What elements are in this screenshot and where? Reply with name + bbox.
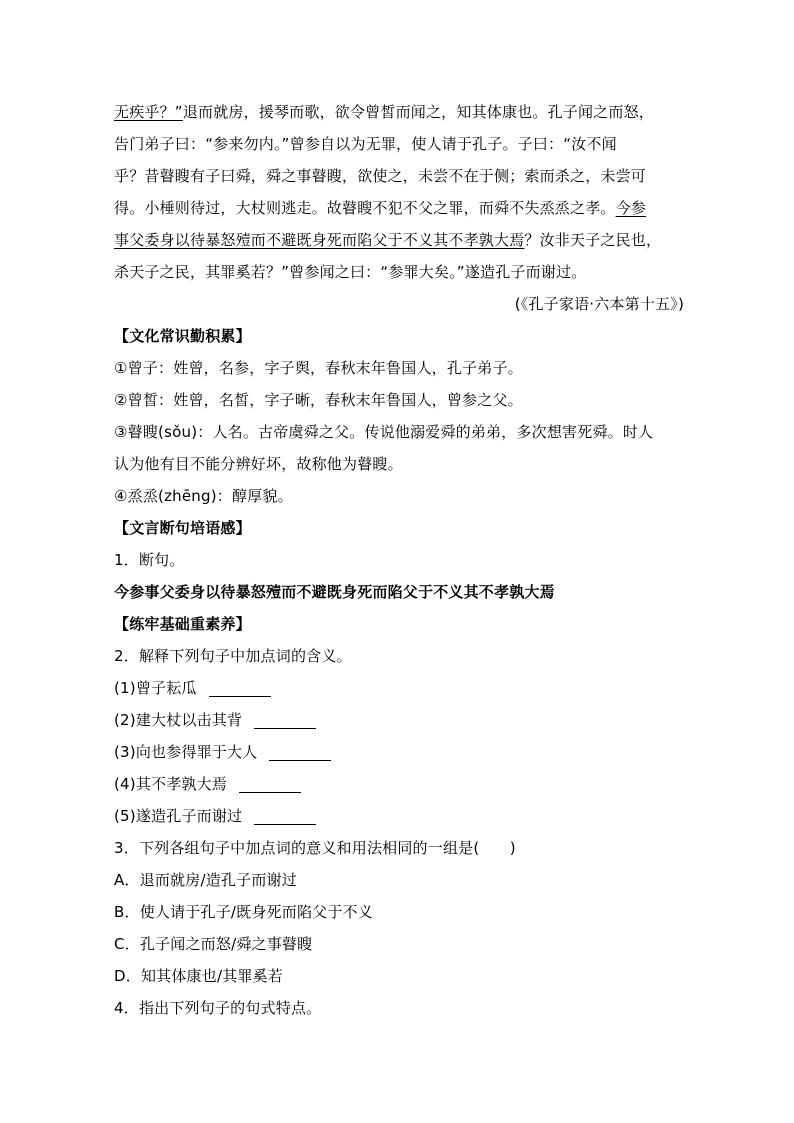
q3-option-a[interactable]: A．退而就房/造孔子而谢过 — [114, 871, 297, 889]
passage-line-6: 杀天子之民，其罪奚若？”曾参闻之曰：“参罪大矣。”遂造孔子而谢过。 — [114, 263, 587, 281]
q2-item-4 — [114, 768, 684, 800]
culture-item-1: ①曾子：姓曾，名参，字子舆，春秋末年鲁国人，孔子弟子。 — [114, 359, 523, 377]
passage-line-2: 告门弟子曰：“参来勿内。”曾参自以为无罪，使人请于孔子。子曰：“汝不闻 — [114, 135, 617, 153]
passage-source: (《孔子家语·六本第十五》) — [514, 295, 684, 313]
q2-item-text: (5)遂造孔子而谢过 — [114, 807, 243, 825]
answer-blank[interactable] — [209, 678, 271, 697]
q2-item-text: (1)曾子耘瓜 — [114, 679, 197, 697]
q2-item-5 — [114, 800, 684, 832]
q2-item-text: (3)向也参得罪于大人 — [114, 743, 258, 761]
q2-item-2 — [114, 704, 684, 736]
culture-section — [114, 320, 684, 512]
passage — [114, 96, 684, 320]
practice-section — [114, 608, 684, 1024]
answer-blank[interactable] — [254, 806, 316, 825]
question-1: 1．断句。 — [114, 551, 185, 569]
passage-line-4-main: 得。小棰则待过，大杖则逃走。故瞽瞍不犯不父之罪，而舜不失烝烝之孝。 — [114, 199, 616, 217]
culture-item-3-cont: 认为他有目不能分辨好坏，故称他为瞽瞍。 — [114, 455, 403, 473]
underlined-text: 事父委身以待暴怒殪而不避既身死而陷父于不义其不孝孰大焉 — [114, 231, 525, 249]
culture-item-3: ③瞽瞍(sǒu)：人名。古帝虞舜之父。传说他溺爱舜的弟弟，多次想害死舜。时人 — [114, 423, 654, 441]
q3-option-c[interactable]: C．孔子闻之而怒/舜之事瞽瞍 — [114, 935, 313, 953]
underlined-text: 无疾乎？” — [114, 103, 183, 121]
passage-line-1-rest: 退而就房，援琴而歌，欲令曾皙而闻之，知其体康也。孔子闻之而怒， — [182, 103, 654, 121]
passage-line-3: 乎？昔瞽瞍有子曰舜，舜之事瞽瞍，欲使之，未尝不在于侧；索而杀之，未尝可 — [114, 167, 647, 185]
q2-item-1 — [114, 672, 684, 704]
punctuation-heading: 【文言断句培语感】 — [114, 519, 251, 537]
q2-item-text: (4)其不孝孰大焉 — [114, 775, 228, 793]
passage-line-5-rest: ？汝非天子之民也， — [524, 231, 662, 249]
punctuation-sentence: 今参事父委身以待暴怒殪而不避既身死而陷父于不义其不孝孰大焉 — [114, 583, 555, 601]
culture-heading: 【文化常识勤积累】 — [114, 327, 251, 345]
q3-option-d[interactable]: D．知其体康也/其罪奚若 — [114, 967, 284, 985]
answer-blank[interactable] — [254, 710, 316, 729]
answer-blank[interactable] — [269, 742, 331, 761]
punctuation-section — [114, 512, 684, 608]
question-4: 4．指出下列句子的句式特点。 — [114, 999, 322, 1017]
document-page — [114, 96, 684, 1024]
q2-item-3 — [114, 736, 684, 768]
passage-line-4 — [114, 192, 684, 224]
culture-item-2: ②曾皙：姓曾，名皙，字子晰，春秋末年鲁国人，曾参之父。 — [114, 391, 523, 409]
question-3: 3．下列各组句子中加点词的意义和用法相同的一组是( ) — [114, 839, 516, 857]
passage-line-5 — [114, 224, 684, 256]
culture-item-4: ④烝烝(zhēng)：醇厚貌。 — [114, 487, 293, 505]
answer-blank[interactable] — [239, 774, 301, 793]
underlined-text: 今参 — [615, 199, 647, 217]
q3-option-b[interactable]: B．使人请于孔子/既身死而陷父于不义 — [114, 903, 373, 921]
q2-item-text: (2)建大杖以击其背 — [114, 711, 243, 729]
question-2: 2．解释下列句子中加点词的含义。 — [114, 647, 352, 665]
passage-line-1 — [114, 96, 684, 128]
practice-heading: 【练牢基础重素养】 — [114, 615, 251, 633]
